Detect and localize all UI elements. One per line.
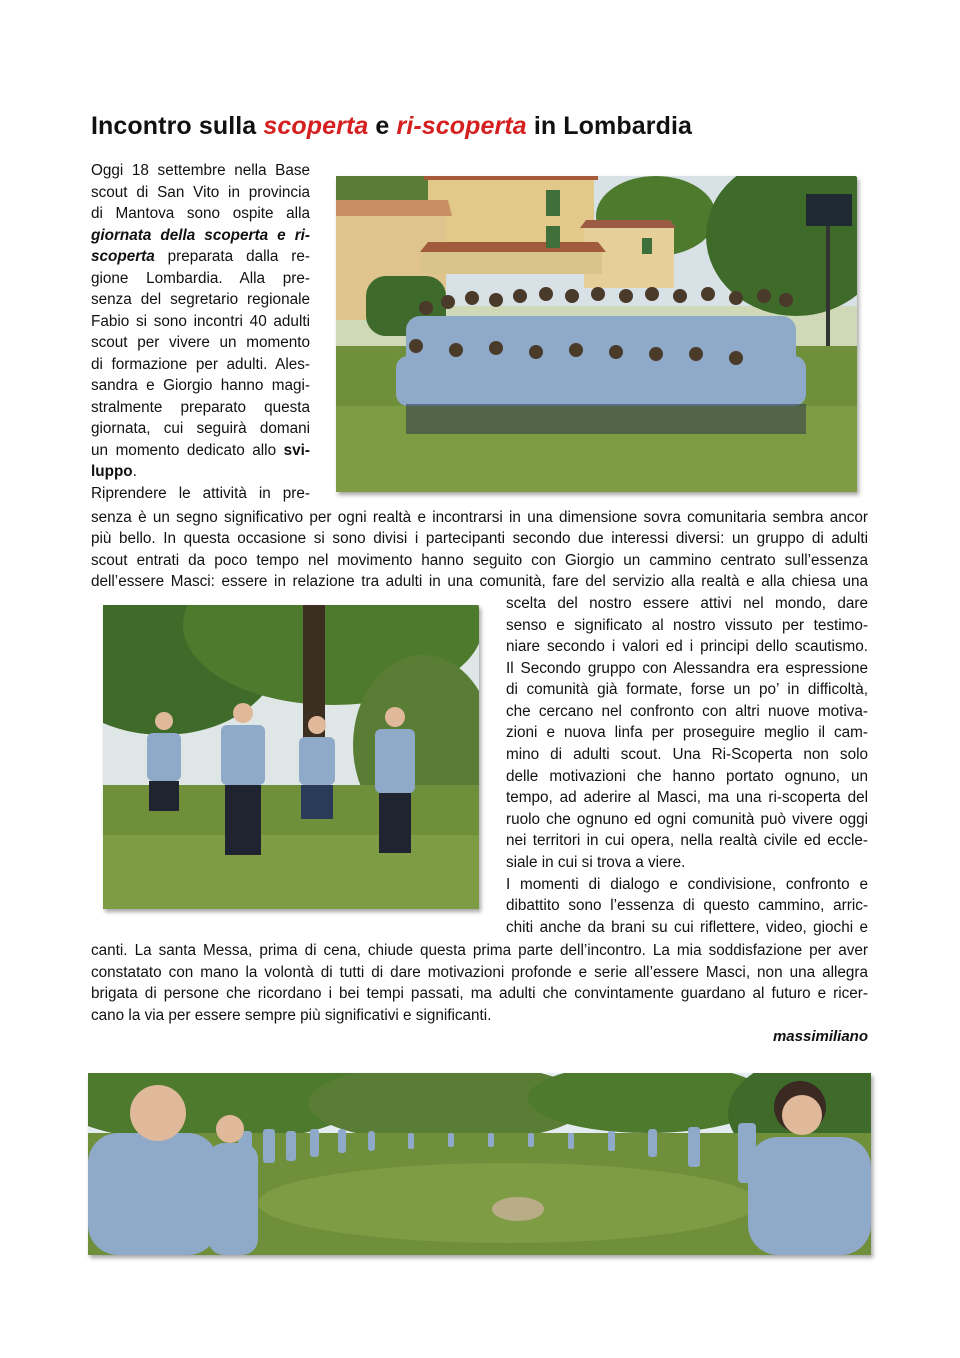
body-text-line: scout entrati da poco tempo nel movimento hanno seguito con Giorgio un cammino centrato sull’essenza: [91, 552, 868, 569]
body-text-line: cano la via per essere sempre più significativi e significanti.: [91, 1007, 492, 1024]
bold-text: svi-: [283, 442, 310, 459]
title-highlight-riscoperta: ri-scoperta: [396, 112, 527, 140]
column-text-line: scout di San Vito in provincia: [91, 184, 310, 201]
title-text: in Lombardia: [526, 112, 693, 140]
column-text-line: giornata della scoperta e ri-: [91, 227, 310, 244]
right-column-text-line: tempo, ad aderire al Masci, ma una ri-scoperta del: [506, 789, 868, 806]
title-highlight-scoperta: scoperta: [263, 112, 369, 140]
column-text-line: di formazione per adulti. Ales-: [91, 356, 310, 373]
article-title: [91, 112, 692, 141]
small-group-photo: [103, 605, 479, 909]
body-text-line: più bello. In questa occasione si sono divisi i partecipanti secondo due interessi diversi: un gruppo di adulti: [91, 530, 868, 547]
right-column-text-line: mino di adulti scout. Una Ri-Scoperta non solo: [506, 746, 868, 763]
right-column-text-line: di comunità già formate, forse un po’ in difficoltà,: [506, 681, 868, 698]
title-text: e: [368, 112, 397, 140]
right-column-text-line: dibattito sono l’essenza di questo cammino, arric-: [506, 897, 868, 914]
right-column-text-line: delle motivazioni che hanno portato ognuno, un: [506, 768, 868, 785]
column-text-line: [91, 461, 310, 483]
right-column-text-line: senso e significato al nostro vissuto per testimo-: [506, 617, 868, 634]
right-column-text-line: nei territori in cui opera, nella realtà civile ed eccle-: [506, 832, 868, 849]
panoramic-photo: [88, 1073, 871, 1255]
column-text-line: Fabio si sono incontri 40 adulti: [91, 313, 310, 330]
body-text-line: brigata di persone che ricordano i bei tempi passati, ma adulti che convintamente guardano al futuro e ricer-: [91, 985, 868, 1002]
right-column-text-line: zioni e nuova linfa per proseguire meglio il cam-: [506, 724, 868, 741]
body-text-line: constatato con mano la volontà di tutti di dare motivazioni profonde e serie all’essere Masci, non una allegra: [91, 964, 868, 981]
column-text-line: senza del segretario regionale: [91, 291, 310, 308]
column-text-line: stralmente preparato questa: [91, 399, 310, 416]
body-text-line: senza è un segno significativo per ogni realtà e incontrarsi in una dimensione sovra comunitaria sembra ancor: [91, 509, 868, 526]
title-text: Incontro sulla: [91, 112, 264, 140]
right-column-text-line: chiti anche da brani su cui riflettere, video, giochi e: [506, 919, 868, 936]
plain-text: preparata dalla re-: [154, 248, 310, 265]
column-text-line: giornata, cui seguirà domani: [91, 420, 310, 437]
emphasis-text: scoperta: [91, 248, 155, 265]
body-text-line: dell’essere Masci: essere in relazione tra adulti in una comunità, fare del servizio alla realtà e alla chiesa una: [91, 573, 868, 590]
column-text-line: [91, 440, 310, 462]
right-column-text-line: che cercano nel confronto con altri nuove motiva-: [506, 703, 868, 720]
column-text-line: scout per vivere un momento: [91, 334, 310, 351]
column-text-line: [91, 246, 310, 268]
right-column-text-line: I momenti di dialogo e condivisione, confronto e: [506, 876, 868, 893]
right-column-text-line: Il Secondo gruppo con Alessandra era espressione: [506, 660, 868, 677]
right-column-text-line: scelta del nostro essere attivi nel mondo, dare: [506, 595, 868, 612]
author-signature: massimiliano: [772, 1028, 868, 1045]
plain-text: .: [132, 463, 137, 480]
right-column-text-line: siale in cui si trova a viere.: [506, 854, 686, 871]
plain-text: un momento dedicato allo: [91, 442, 284, 459]
group-photo: [336, 176, 857, 492]
column-text-line: sandra e Giorgio hanno magi-: [91, 377, 310, 394]
body-text-line: canti. La santa Messa, prima di cena, chiude questa prima parte dell’incontro. La mia soddisfazione per aver: [91, 942, 868, 959]
column-text-line: Oggi 18 settembre nella Base: [91, 162, 310, 179]
right-column-text-line: niare secondo i valori ed i principi dello scautismo.: [506, 638, 868, 655]
bold-text: luppo: [91, 463, 133, 480]
column-text-line: gione Lombardia. Alla pre-: [91, 270, 310, 287]
column-text-line: di Mantova sono ospite alla: [91, 205, 310, 222]
column-text-line: Riprendere le attività in pre-: [91, 485, 310, 502]
right-column-text-line: ruolo che ognuno ed ogni comunità può vivere oggi: [506, 811, 868, 828]
